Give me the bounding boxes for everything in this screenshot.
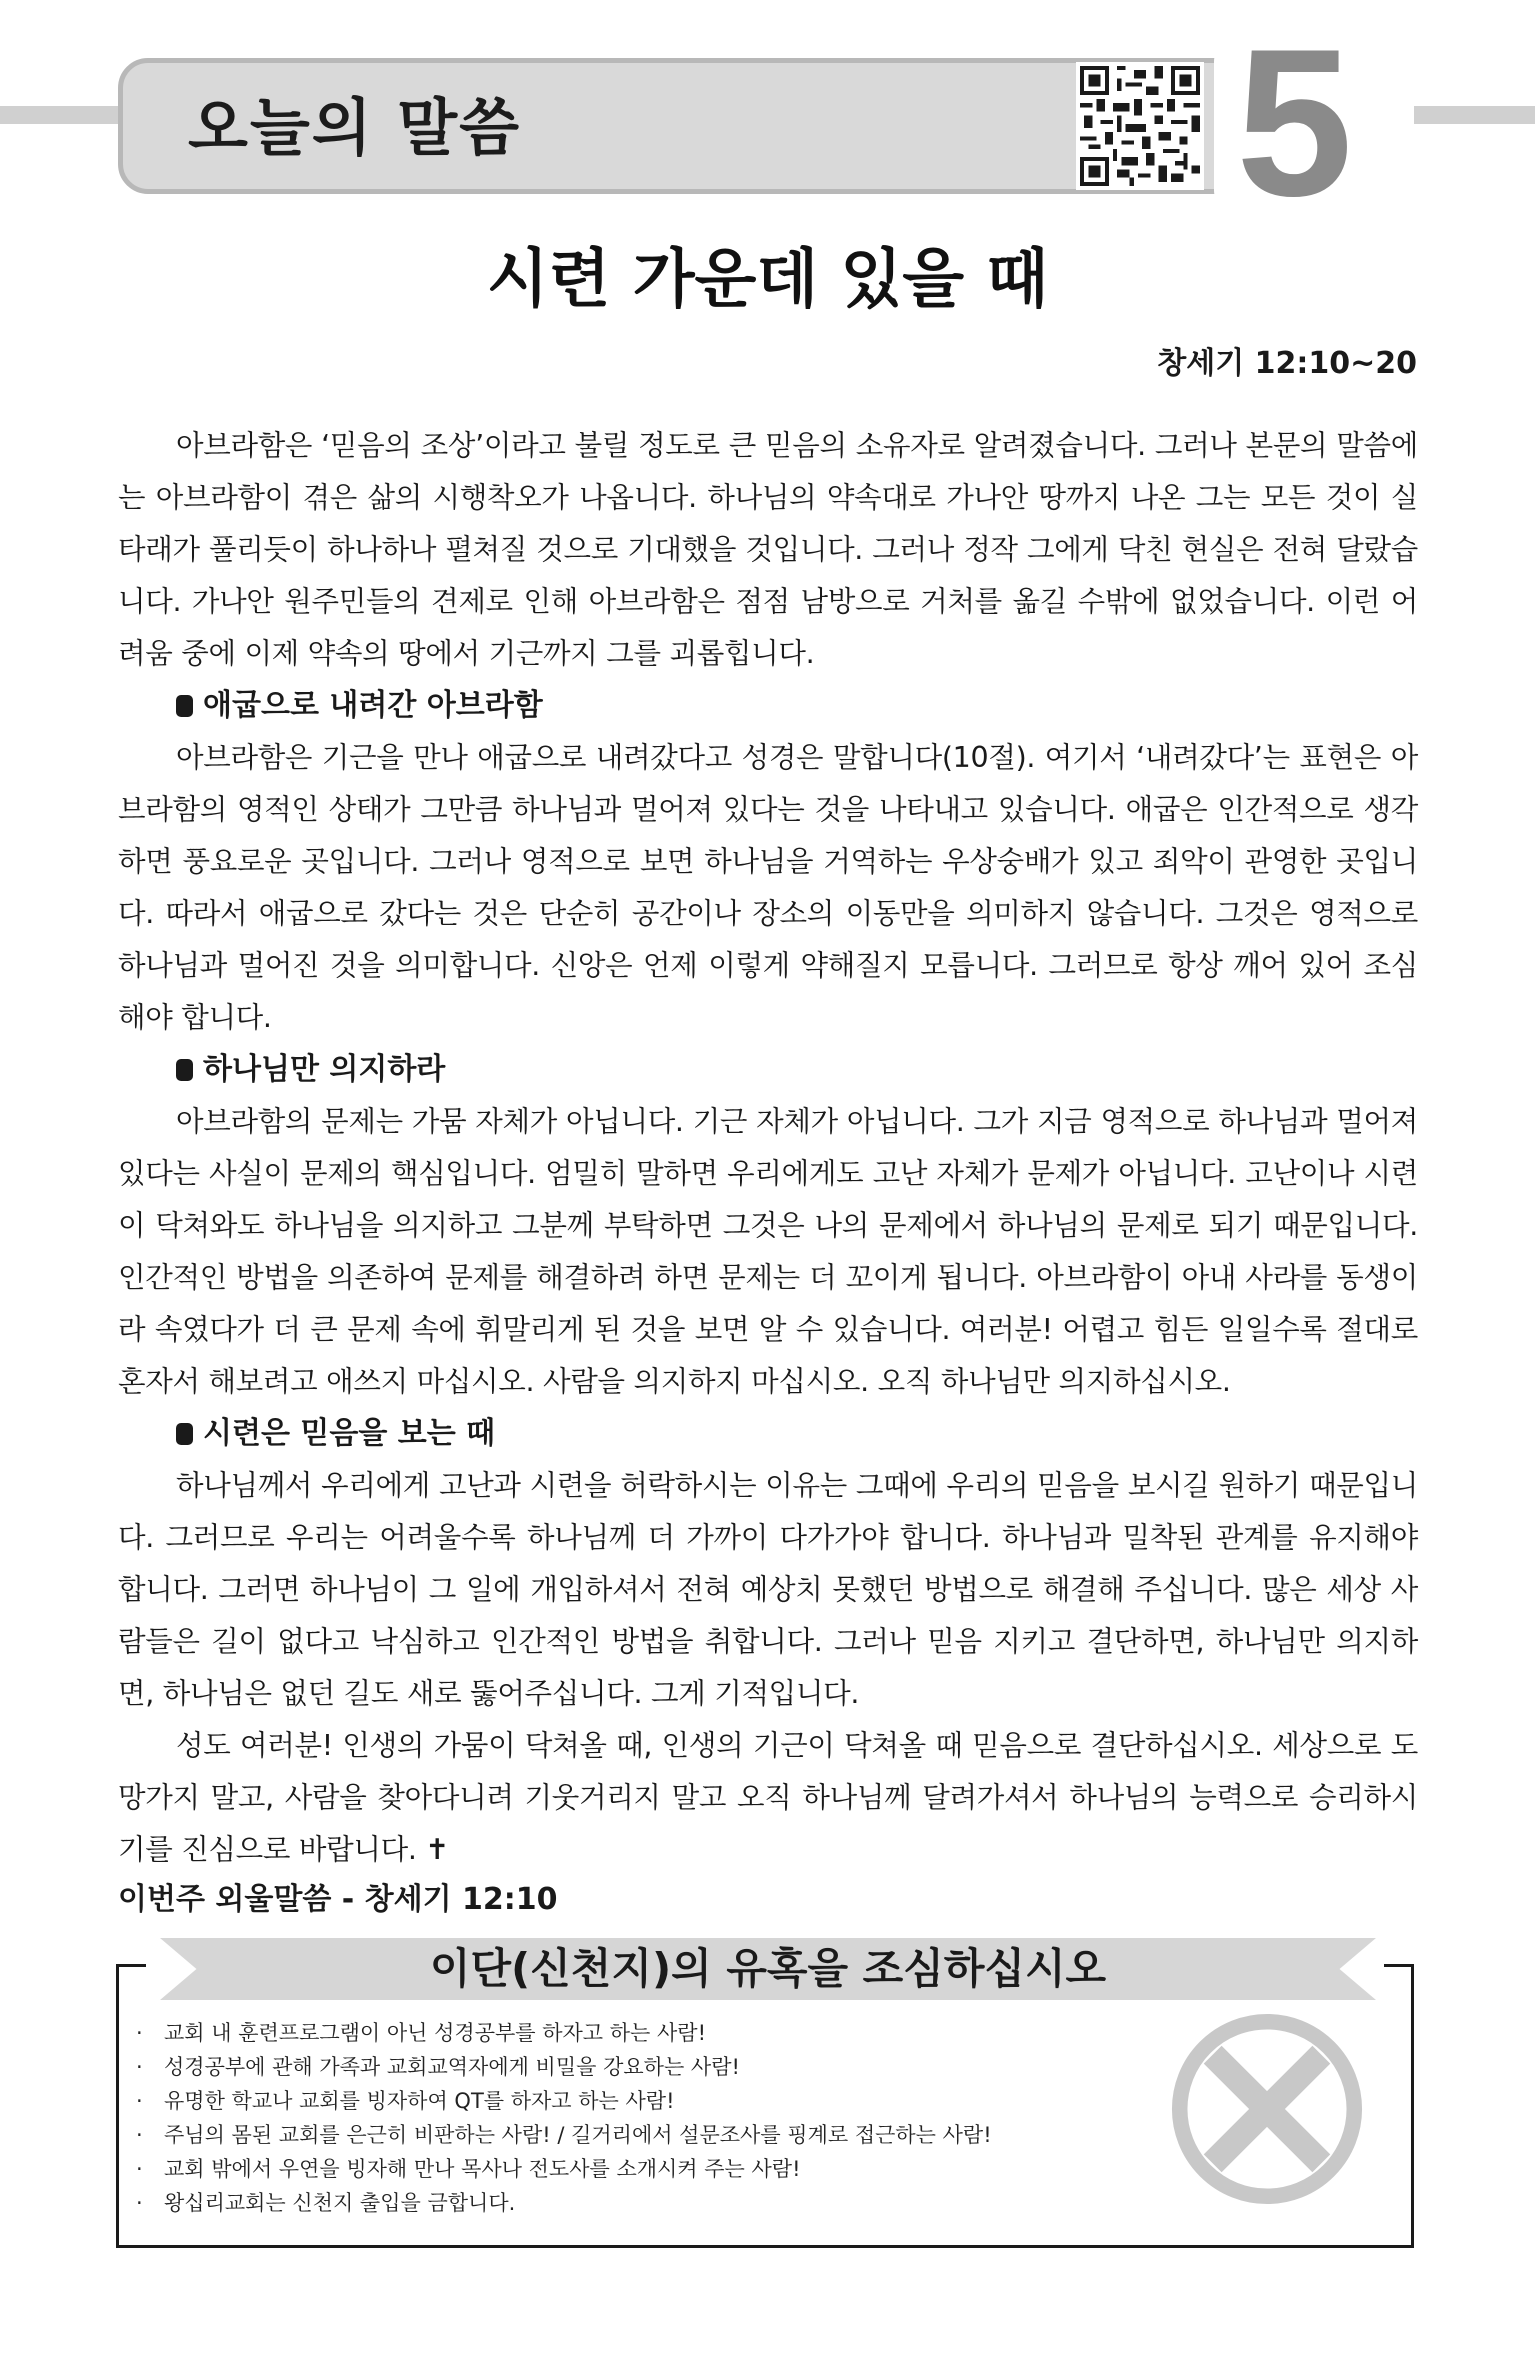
scripture-reference: 창세기 12:10~20	[1157, 346, 1417, 381]
intro-paragraph: 아브라함은 ‘믿음의 조상’이라고 불릴 정도로 큰 믿음의 소유자로 알려졌습니다. 그러나 본문의 말씀에는 아브라함이 겪은 삶의 시행착오가 나옵니다. 하나님의 약속대로 가나안 땅까지 나온 그는 모든 것이 실타래가 풀리듯이 하나하나 펼쳐질 것으로 기대했을 것입니다. 그러나 정작 그에게 닥친 현실은 전혀 달랐습니다. 가나안 원주민들의 견제로 인해 아브라함은 점점 남방으로 거처를 옮길 수밖에 없었습니다. 이런 어려움 중에 이제 약속의 땅에서 기근까지 그를 괴롭힙니다.	[118, 429, 1418, 670]
warning-box-top-left	[116, 1964, 146, 1967]
list-item: · 왕십리교회는 신천지 출입을 금합니다.	[136, 2191, 516, 2215]
bullet-icon	[176, 695, 193, 717]
list-item: · 교회 밖에서 우연을 빙자해 만나 목사나 전도사를 소개시켜 주는 사람!	[136, 2157, 801, 2181]
sermon-title: 시련 가운데 있을 때	[486, 243, 1049, 317]
section-heading: 시련은 믿음을 보는 때	[118, 1408, 1418, 1460]
section-paragraph: 하나님께서 우리에게 고난과 시련을 허락하시는 이유는 그때에 우리의 믿음을 보시길 원하기 때문입니다. 그러므로 우리는 어려울수록 하나님께 더 가까이 다가가야 합니다. 하나님과 밀착된 관계를 유지해야 합니다. 그러면 하나님이 그 일에 개입하셔서 전혀 예상치 못했던 방법으로 해결해 주십니다. 많은 세상 사람들은 길이 없다고 낙심하고 인간적인 방법을 취합니다. 그러나 믿음 지키고 결단하면, 하나님만 의지하면, 하나님은 없던 길도 새로 뚫어주십니다. 그게 기적입니다.	[118, 1469, 1418, 1710]
list-item: · 유명한 학교나 교회를 빙자하여 QT를 하자고 하는 사람!	[136, 2089, 675, 2113]
qr-code-icon[interactable]	[1076, 62, 1204, 190]
warning-list	[134, 2016, 1134, 2220]
memory-verse: 이번주 외울말씀 - 창세기 12:10	[118, 1882, 558, 1917]
list-item: · 주님의 몸된 교회를 은근히 비판하는 사람! / 길거리에서 설문조사를 핑계로 접근하는 사람!	[136, 2123, 992, 2147]
list-item: · 성경공부에 관해 가족과 교회교역자에게 비밀을 강요하는 사람!	[136, 2055, 740, 2079]
section-paragraph: 아브라함은 기근을 만나 애굽으로 내려갔다고 성경은 말합니다(10절). 여기서 ‘내려갔다’는 표현은 아브라함의 영적인 상태가 그만큼 하나님과 멀어져 있다는 것을 나타내고 있습니다. 애굽은 인간적으로 생각하면 풍요로운 곳입니다. 그러나 영적으로 보면 하나님을 거역하는 우상숭배가 있고 죄악이 관영한 곳입니다. 따라서 애굽으로 갔다는 것은 단순히 공간이나 장소의 이동만을 의미하지 않습니다. 그것은 영적으로 하나님과 멀어진 것을 의미합니다. 신앙은 언제 이렇게 약해질지 모릅니다. 그러므로 항상 깨어 있어 조심해야 합니다.	[118, 741, 1418, 1034]
section-title: 오늘의 말씀	[188, 91, 522, 164]
page-number: 5	[1236, 5, 1353, 240]
section-paragraph: 아브라함의 문제는 가뭄 자체가 아닙니다. 기근 자체가 아닙니다. 그가 지금 영적으로 하나님과 멀어져 있다는 사실이 문제의 핵심입니다. 엄밀히 말하면 우리에게도 고난 자체가 문제가 아닙니다. 고난이나 시련이 닥쳐와도 하나님을 의지하고 그분께 부탁하면 그것은 나의 문제에서 하나님의 문제로 되기 때문입니다. 인간적인 방법을 의존하여 문제를 해결하려 하면 문제는 더 꼬이게 됩니다. 아브라함이 아내 사라를 동생이라 속였다가 더 큰 문제 속에 휘말리게 된 것을 보면 알 수 있습니다. 여러분! 어렵고 힘든 일일수록 절대로 혼자서 해보려고 애쓰지 마십시오. 사람을 의지하지 마십시오. 오직 하나님만 의지하십시오.	[118, 1105, 1418, 1398]
closing-paragraph: 성도 여러분! 인생의 가뭄이 닥쳐올 때, 인생의 기근이 닥쳐올 때 믿음으로 결단하십시오. 세상으로 도망가지 말고, 사람을 찾아다니려 기웃거리지 말고 오직 하나님께 달려가셔서 하나님의 능력으로 승리하시기를 진심으로 바랍니다. ✝	[118, 1729, 1418, 1866]
warning-box-top-right	[1384, 1964, 1414, 1967]
warning-title: 이단(신천지)의 유혹을 조심하십시오	[429, 1944, 1107, 1993]
list-item: · 교회 내 훈련프로그램이 아닌 성경공부를 하자고 하는 사람!	[136, 2021, 707, 2045]
bullet-icon	[176, 1059, 193, 1081]
sermon-body	[118, 420, 1418, 1876]
prohibited-x-icon	[1170, 2012, 1364, 2206]
bullet-icon	[176, 1423, 193, 1445]
section-heading: 애굽으로 내려간 아브라함	[118, 680, 1418, 732]
section-heading: 하나님만 의지하라	[118, 1044, 1418, 1096]
